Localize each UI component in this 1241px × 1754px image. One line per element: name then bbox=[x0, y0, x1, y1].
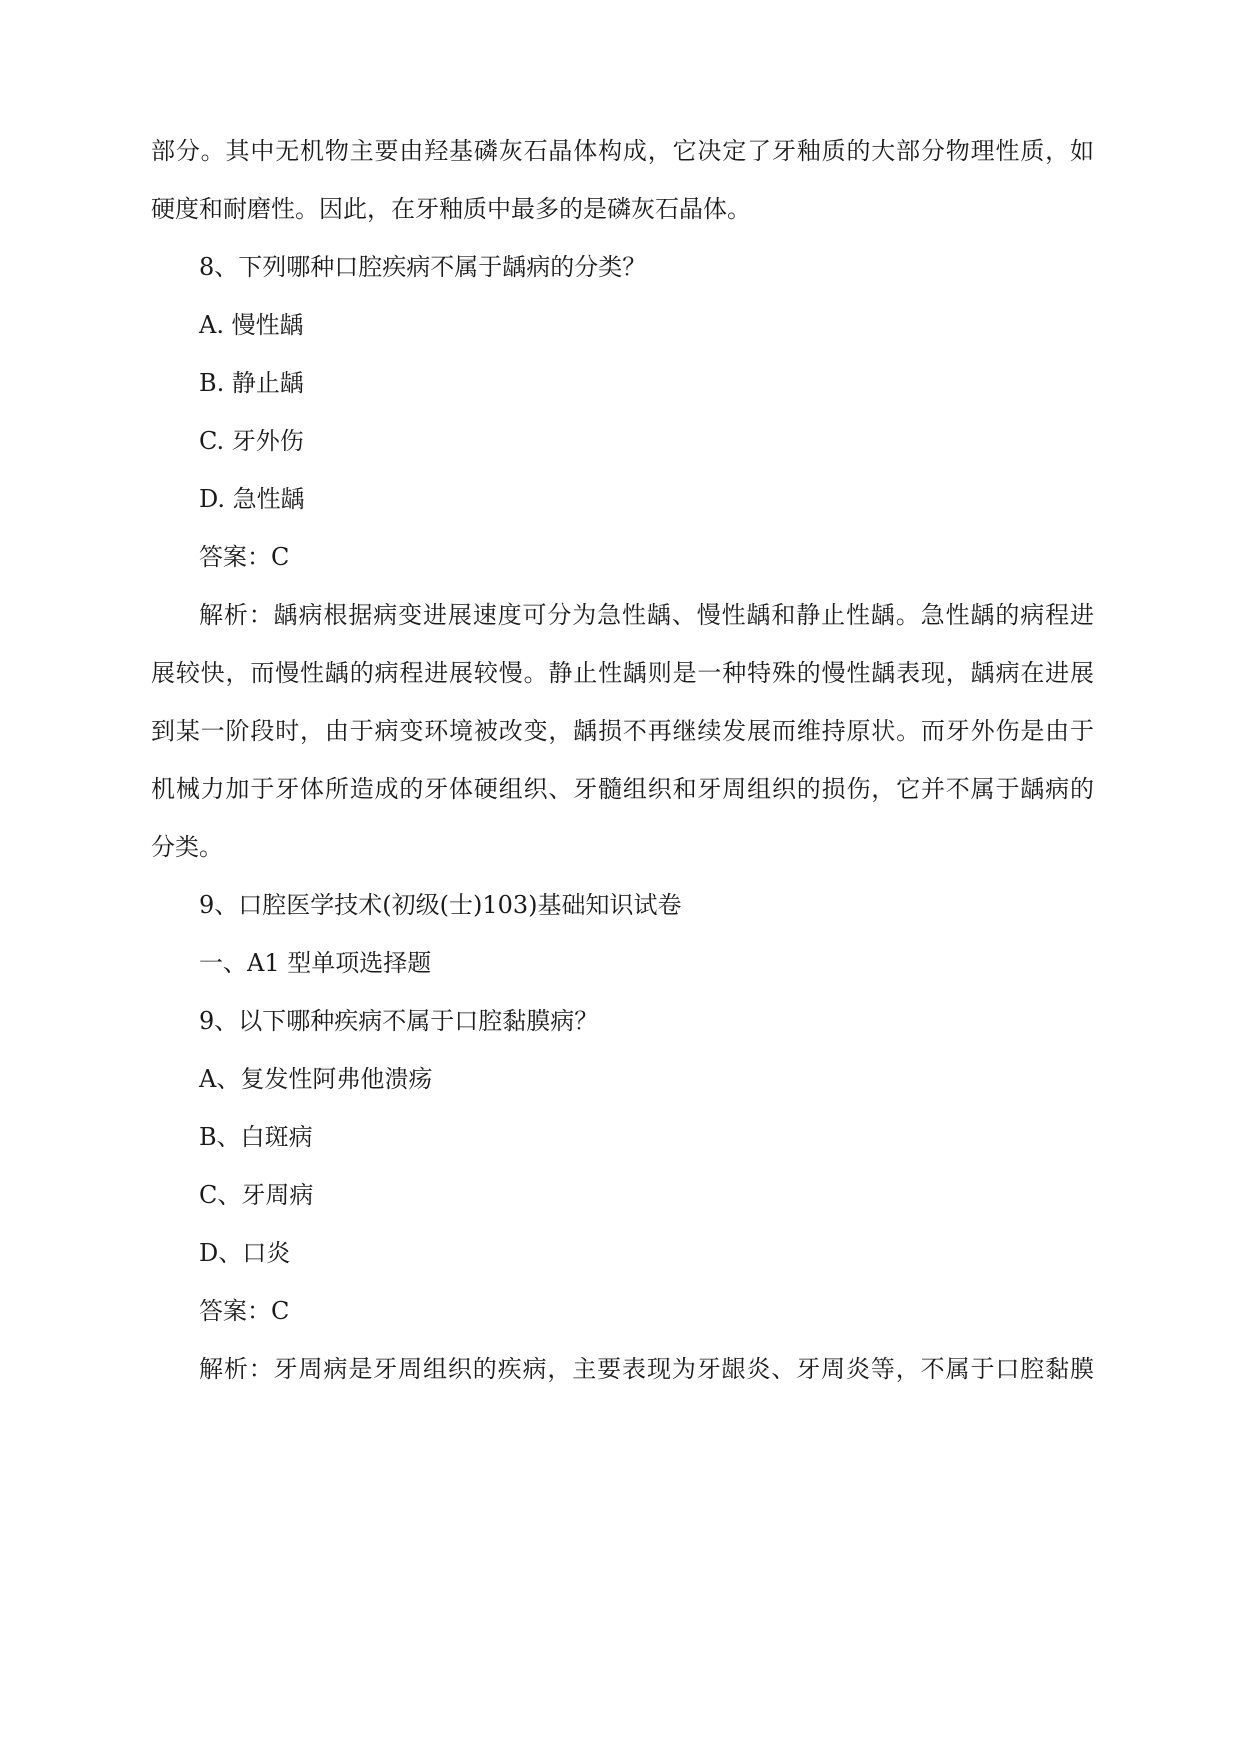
question-9-title: 9、以下哪种疾病不属于口腔黏膜病？ bbox=[199, 1007, 599, 1035]
option-d: D、口炎 bbox=[199, 1239, 291, 1267]
section-title: 9、口腔医学技术(初级(士)103)基础知识试卷 bbox=[199, 891, 682, 919]
option-b: B、白斑病 bbox=[199, 1123, 313, 1151]
option-d: D. 急性龋 bbox=[199, 485, 305, 513]
explanation-line: 分类。 bbox=[151, 833, 223, 861]
option-b: B. 静止龋 bbox=[199, 369, 304, 397]
text-line: 硬度和耐磨性。因此，在牙釉质中最多的是磷灰石晶体。 bbox=[151, 195, 751, 223]
explanation-line: 机械力加于牙体所造成的牙体硬组织、牙髓组织和牙周组织的损伤，它并不属于龋病的 bbox=[151, 775, 1094, 803]
explanation-line: 解析：牙周病是牙周组织的疾病，主要表现为牙龈炎、牙周炎等，不属于口腔黏膜 bbox=[199, 1355, 1094, 1383]
section-subtitle: 一、A1 型单项选择题 bbox=[199, 949, 432, 977]
text-line: 部分。其中无机物主要由羟基磷灰石晶体构成，它决定了牙釉质的大部分物理性质，如 bbox=[151, 137, 1094, 165]
option-c: C、牙周病 bbox=[199, 1181, 314, 1209]
explanation-line: 展较快，而慢性龋的病程进展较慢。静止性龋则是一种特殊的慢性龋表现，龋病在进展 bbox=[151, 659, 1094, 687]
question-8-title: 8、下列哪种口腔疾病不属于龋病的分类？ bbox=[199, 253, 647, 281]
option-a: A. 慢性龋 bbox=[199, 311, 304, 339]
option-c: C. 牙外伤 bbox=[199, 427, 304, 455]
answer: 答案：C bbox=[199, 543, 290, 571]
explanation-line: 解析：龋病根据病变进展速度可分为急性龋、慢性龋和静止性龋。急性龋的病程进 bbox=[199, 601, 1094, 629]
explanation-line: 到某一阶段时，由于病变环境被改变，龋损不再继续发展而维持原状。而牙外伤是由于 bbox=[151, 717, 1094, 745]
answer: 答案：C bbox=[199, 1297, 290, 1325]
option-a: A、复发性阿弗他溃疡 bbox=[199, 1065, 433, 1093]
